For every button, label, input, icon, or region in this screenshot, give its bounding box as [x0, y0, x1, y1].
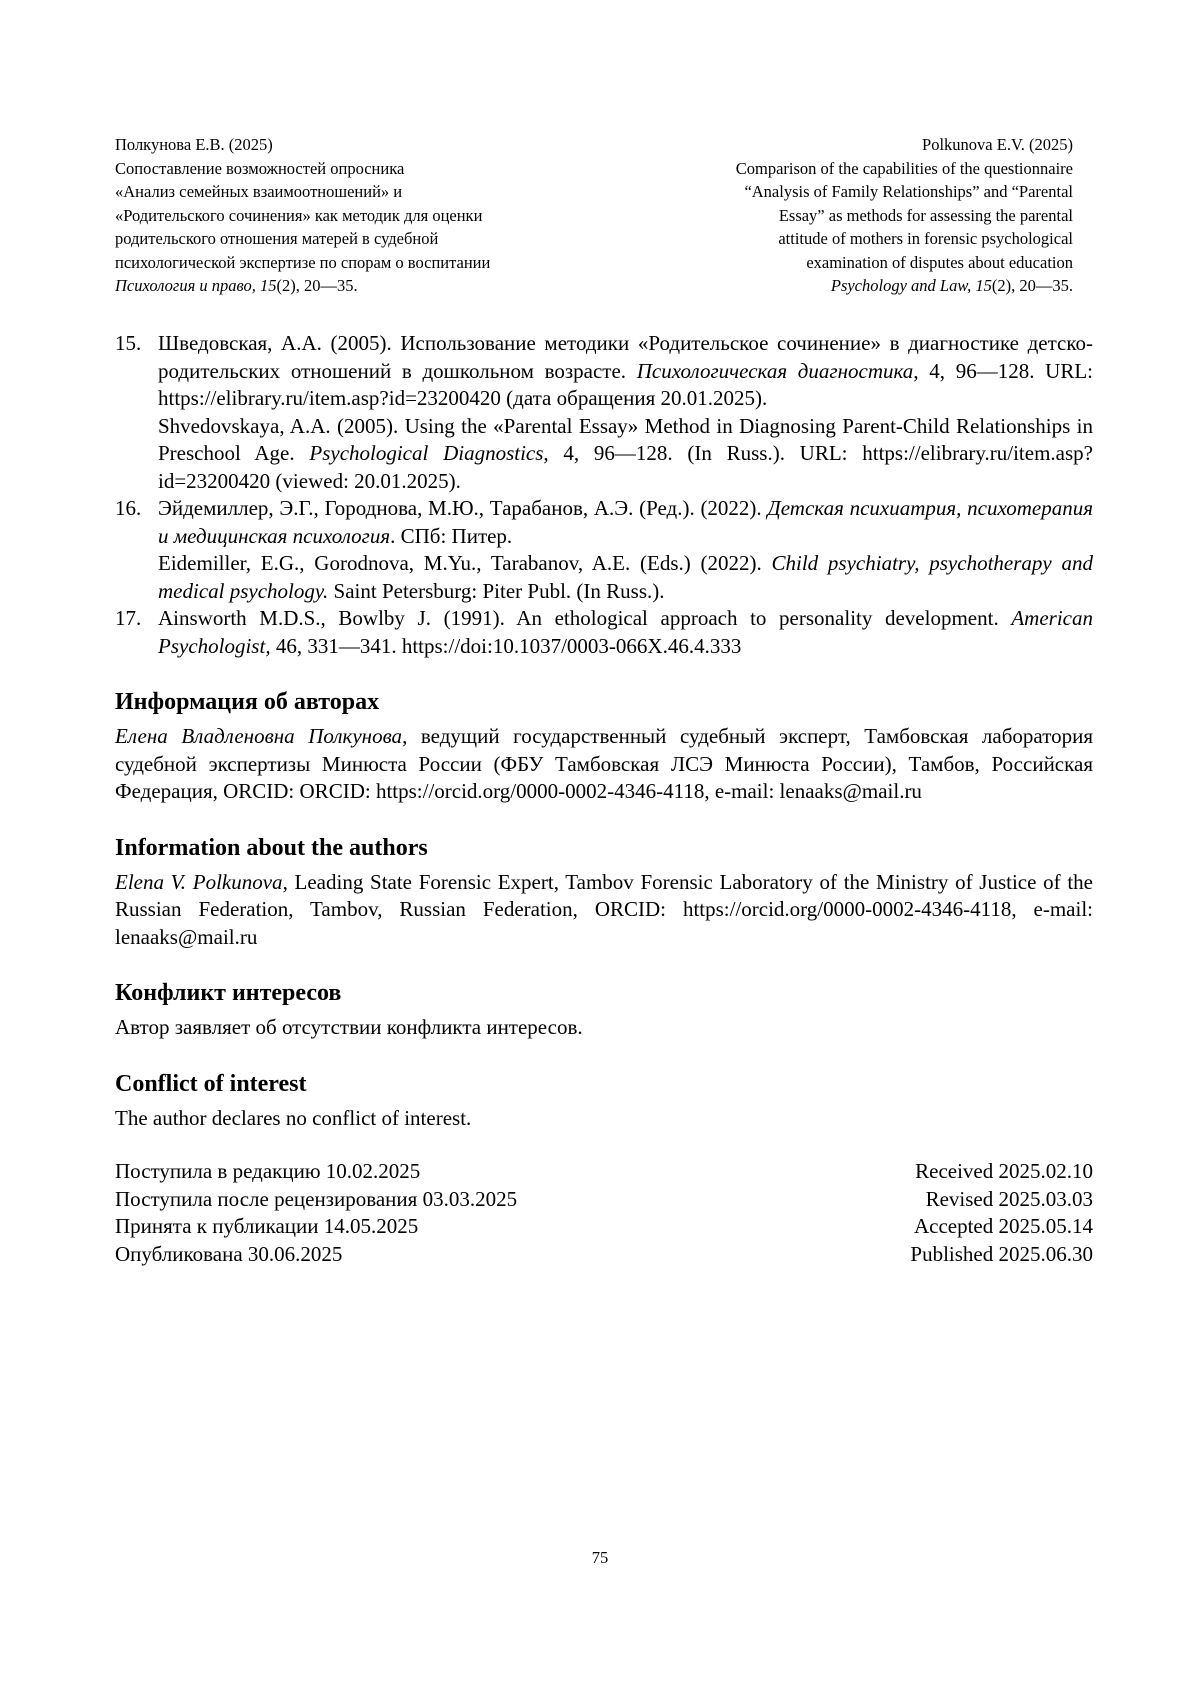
authors-info-en: Elena V. Polkunova, Leading State Forensic Expert, Tambov Forensic Laboratory of the Ministry of Justice of the Russian Federation, Tambov, Russian Federation, ORCID: https://orcid.org/0000-0002-4346-4118, e-mail: lenaaks@mail.ru	[115, 869, 1093, 949]
date-published-ru: Опубликована 30.06.2025	[115, 1241, 343, 1266]
main-content	[115, 330, 1093, 1268]
reference-number: 15.	[115, 331, 142, 355]
dates-ru	[115, 1158, 517, 1268]
header-title-line: Comparison of the capabilities of the questionnaire	[735, 158, 1073, 178]
reference-en: Eidemiller, E.G., Gorodnova, M.Yu., Tarabanov, A.E. (Eds.) (2022). Child psychiatry, psychotherapy and medical psychology. Saint Petersburg: Piter Publ. (In Russ.).	[158, 551, 1093, 603]
authors-heading-ru: Информация об авторах	[115, 689, 380, 715]
reference-item	[115, 495, 1093, 605]
publication-dates	[115, 1158, 1093, 1268]
header-title-line: родительского отношения матерей в судебной	[115, 229, 439, 248]
running-header-ru	[115, 133, 615, 298]
page-number: 75	[591, 1548, 609, 1567]
reference-item	[115, 605, 1093, 660]
conflict-heading-ru: Конфликт интересов	[115, 980, 342, 1006]
authors-heading-en: Information about the authors	[115, 834, 428, 861]
date-revised-ru: Поступила после рецензирования 03.03.2025	[115, 1186, 518, 1211]
header-journal-ru: Психология и право, 15(2), 20—35.	[115, 276, 358, 295]
header-journal-en: Psychology and Law, 15(2), 20—35.	[830, 276, 1073, 295]
conflict-text-en: The author declares no conflict of interest.	[115, 1105, 472, 1130]
date-received-en: Received 2025.02.10	[915, 1159, 1093, 1183]
date-received-ru: Поступила в редакцию 10.02.2025	[115, 1159, 421, 1183]
header-title-line: «Родительского сочинения» как методик для оценки	[115, 205, 483, 225]
date-accepted-en: Accepted 2025.05.14	[913, 1214, 1093, 1238]
running-header-en	[613, 133, 1073, 298]
header-title-line: «Анализ семейных взаимоотношений» и	[115, 182, 403, 201]
header-title-line: психологической экспертизе по спорам о воспитании	[115, 252, 491, 272]
authors-info-ru: Елена Владленовна Полкунова, ведущий государственный судебный эксперт, Тамбовская лаборатория судебной экспертизы Минюста России (ФБУ Тамбовская ЛСЭ Минюста России), Тамбов, Российская Федерация, ORCID: ORCID: https://orcid.org/0000-0002-4346-4118, e-mail: lenaaks@mail.ru	[115, 724, 1093, 803]
reference-number: 17.	[115, 606, 142, 630]
reference-ru: Эйдемиллер, Э.Г., Городнова, М.Ю., Тарабанов, А.Э. (Ред.). (2022). Детская психиатрия, психотерапия и медицинская психология. СПб: Питер.	[158, 496, 1093, 548]
header-author-en: Polkunova E.V. (2025)	[922, 135, 1073, 154]
header-author-ru: Полкунова Е.В. (2025)	[115, 135, 273, 154]
conflict-heading-en: Conflict of interest	[115, 1070, 307, 1097]
header-title-line: examination of disputes about education	[806, 252, 1073, 272]
header-title-line: Essay” as methods for assessing the parental	[778, 205, 1073, 225]
reference-number: 16.	[115, 496, 142, 520]
reference-ru: Шведовская, А.А. (2005). Использование методики «Родительское сочинение» в диагностике детско-родительских отношений в дошкольном возрасте. Психологическая диагностика, 4, 96—128. URL: https://elibrary.ru/item.asp?id=23200420 (дата обращения 20.01.2025).	[158, 331, 1094, 410]
date-accepted-ru: Принята к публикации 14.05.2025	[115, 1214, 419, 1238]
header-title-line: attitude of mothers in forensic psychological	[778, 229, 1073, 248]
reference-text: Ainsworth M.D.S., Bowlby J. (1991). An ethological approach to personality development. American Psychologist, 46, 331—341. https://doi:10.1037/0003-066X.46.4.333	[158, 606, 1093, 658]
date-published-en: Published 2025.06.30	[910, 1241, 1093, 1266]
reference-en: Shvedovskaya, A.A. (2005). Using the «Parental Essay» Method in Diagnosing Parent-Child Relationships in Preschool Age. Psychological Diagnostics, 4, 96—128. (In Russ.). URL: https://elibrary.ru/item.asp?id=23200420 (viewed: 20.01.2025).	[158, 413, 1093, 493]
conflict-text-ru: Автор заявляет об отсутствии конфликта интересов.	[115, 1015, 583, 1039]
date-revised-en: Revised 2025.03.03	[925, 1186, 1093, 1211]
header-title-line: “Analysis of Family Relationships” and “Parental	[744, 182, 1073, 201]
reference-item	[115, 330, 1093, 495]
dates-en	[910, 1158, 1093, 1268]
header-title-line: Сопоставление возможностей опросника	[115, 158, 405, 178]
